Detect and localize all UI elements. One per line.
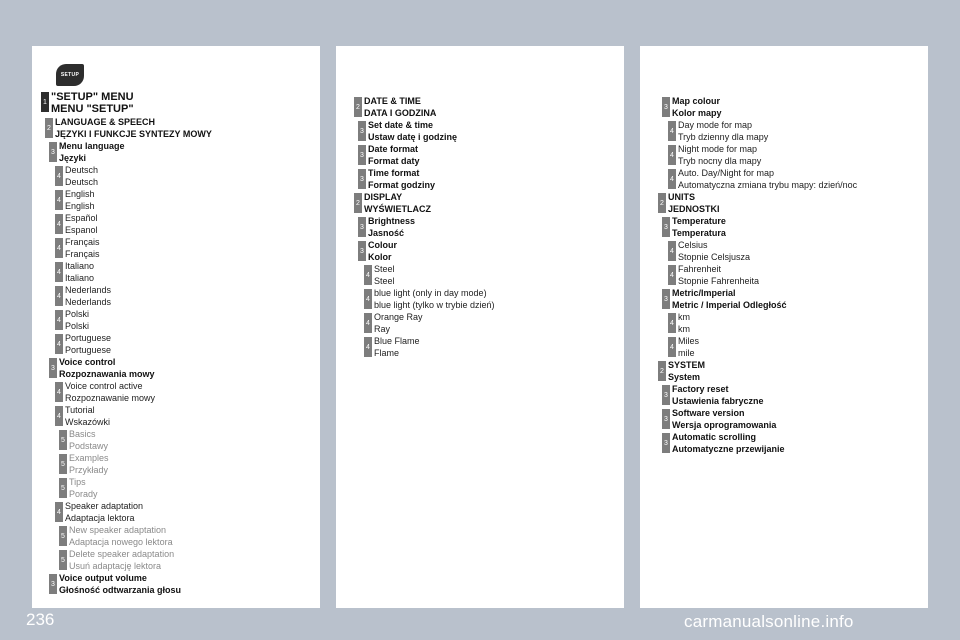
entry-label-polish: English — [65, 200, 95, 211]
entry-label-english: Speaker adaptation — [65, 501, 144, 511]
entry-label-english: Metric/Imperial — [672, 288, 736, 298]
entry-label — [51, 91, 134, 115]
entry-label-polish: Adaptacja lektora — [65, 512, 135, 523]
level-badge: 4 — [364, 289, 372, 309]
entry-label-english: DISPLAY — [364, 192, 403, 202]
entry-label — [69, 429, 108, 452]
level-badge: 3 — [662, 433, 670, 453]
entry-label-polish: Kolor mapy — [672, 107, 722, 118]
entry-label-polish: Temperatura — [672, 227, 726, 238]
level-badge: 3 — [662, 97, 670, 117]
entry-label-english: Time format — [368, 168, 420, 178]
entry-label-polish: Głośność odtwarzania głosu — [59, 584, 182, 595]
entry-label-polish: MENU "SETUP" — [51, 103, 134, 115]
entry-label-english: Night mode for map — [678, 144, 758, 154]
entry-label-polish: Tryb dzienny dla mapy — [678, 131, 769, 142]
entry-label — [69, 525, 173, 548]
entry-label-polish: Ray — [374, 323, 391, 334]
watermark: carmanualsonline.info — [684, 612, 854, 631]
level-badge: 4 — [55, 382, 63, 402]
level-badge: 4 — [55, 262, 63, 282]
entry-label — [65, 309, 89, 332]
entry-label — [65, 285, 111, 308]
entry-label-polish: Metric / Imperial Odległość — [672, 299, 787, 310]
level-badge: 4 — [55, 190, 63, 210]
level-badge: 2 — [354, 193, 362, 213]
entry-label-english: LANGUAGE & SPEECH — [55, 117, 156, 127]
level-badge: 3 — [358, 241, 366, 261]
entry-label-english: Voice control — [59, 357, 116, 367]
level-badge: 4 — [364, 337, 372, 357]
entry-label — [368, 216, 415, 239]
level-badge: 5 — [59, 478, 67, 498]
entry-label-english: Voice output volume — [59, 573, 147, 583]
entry-label-english: Examples — [69, 453, 109, 463]
entry-label-polish: Kolor — [368, 251, 392, 262]
entry-label-english: blue light (only in day mode) — [374, 288, 487, 298]
page-number: 236 — [26, 610, 55, 629]
entry-label-polish: Ustawienia fabryczne — [672, 395, 764, 406]
entry-label-polish: Przykłady — [69, 464, 109, 475]
entry-label-english: New speaker adaptation — [69, 525, 167, 535]
entry-label-english: Software version — [672, 408, 745, 418]
entry-label-english: Menu language — [59, 141, 125, 151]
entry-label-polish: Polski — [65, 320, 90, 331]
entry-label-polish: Stopnie Celsjusza — [678, 251, 751, 262]
level-badge: 3 — [662, 289, 670, 309]
entry-label-polish: Wskazówki — [65, 416, 111, 427]
entry-label — [59, 357, 155, 380]
entry-label-polish: Tryb nocny dla mapy — [678, 155, 762, 166]
entry-label-polish: WYŚWIETLACZ — [364, 203, 431, 214]
level-badge: 2 — [354, 97, 362, 117]
entry-label — [65, 189, 95, 212]
entry-label-english: UNITS — [668, 192, 695, 202]
entry-label — [678, 336, 699, 359]
entry-label-polish: DATA I GODZINA — [364, 107, 437, 118]
entry-label — [65, 501, 143, 524]
level-badge: 4 — [364, 265, 372, 285]
level-badge: 5 — [59, 526, 67, 546]
entry-label — [69, 477, 98, 500]
entry-label-english: Brightness — [368, 216, 416, 226]
entry-label-english: Auto. Day/Night for map — [678, 168, 775, 178]
entry-label-polish: Format daty — [368, 155, 420, 166]
entry-label-english: Fahrenheit — [678, 264, 722, 274]
entry-label-english: Blue Flame — [374, 336, 420, 346]
level-badge: 3 — [358, 217, 366, 237]
entry-label — [678, 168, 857, 191]
level-badge: 3 — [49, 574, 57, 594]
level-badge: 5 — [59, 550, 67, 570]
entry-label — [672, 288, 787, 311]
entry-label-polish: JEDNOSTKI — [668, 203, 720, 214]
level-badge: 4 — [55, 502, 63, 522]
entry-label-polish: Automatyczna zmiana trybu mapy: dzień/noc — [678, 179, 858, 190]
entry-label-english: English — [65, 189, 95, 199]
entry-label — [65, 165, 98, 188]
entry-label-polish: Rozpoznawanie mowy — [65, 392, 156, 403]
entry-label — [374, 288, 495, 311]
level-badge: 3 — [358, 169, 366, 189]
entry-label-english: SYSTEM — [668, 360, 706, 370]
entry-label-polish: Adaptacja nowego lektora — [69, 536, 173, 547]
entry-label — [374, 336, 420, 359]
entry-label-polish: Usuń adaptację lektora — [69, 560, 162, 571]
level-badge: 4 — [668, 241, 676, 261]
level-badge: 4 — [668, 265, 676, 285]
entry-label — [59, 573, 181, 596]
entry-label-english: Tips — [69, 477, 86, 487]
entry-label-polish: Espanol — [65, 224, 98, 235]
entry-label-english: km — [678, 312, 690, 322]
entry-label-polish: Automatyczne przewijanie — [672, 443, 785, 454]
entry-label-polish: Portuguese — [65, 344, 112, 355]
entry-label-english: Nederlands — [65, 285, 112, 295]
entry-label — [59, 141, 125, 164]
entry-label-english: Voice control active — [65, 381, 143, 391]
entry-label-english: Delete speaker adaptation — [69, 549, 175, 559]
entry-label — [364, 192, 431, 215]
entry-label-polish: km — [678, 323, 690, 334]
entry-label-polish: Steel — [374, 275, 395, 286]
entry-label-english: Orange Ray — [374, 312, 423, 322]
entry-label — [678, 264, 759, 287]
entry-label-polish: Français — [65, 248, 100, 259]
level-badge: 2 — [658, 361, 666, 381]
level-badge: 4 — [668, 337, 676, 357]
entry-label — [65, 213, 98, 236]
entry-label — [672, 408, 776, 431]
level-badge: 4 — [668, 313, 676, 333]
entry-label-english: Map colour — [672, 96, 721, 106]
level-badge: 4 — [668, 145, 676, 165]
entry-label-polish: Podstawy — [69, 440, 109, 451]
level-badge: 4 — [55, 286, 63, 306]
level-badge: 4 — [55, 214, 63, 234]
entry-label — [55, 117, 212, 140]
level-badge: 4 — [364, 313, 372, 333]
entry-label-polish: Nederlands — [65, 296, 112, 307]
entry-label-english: DATE & TIME — [364, 96, 421, 106]
entry-label-polish: System — [668, 371, 701, 382]
level-badge: 5 — [59, 454, 67, 474]
entry-label — [678, 144, 761, 167]
entry-label — [672, 384, 764, 407]
level-badge: 4 — [668, 121, 676, 141]
entry-label — [69, 549, 174, 572]
setup-button-icon: SETUP — [56, 64, 84, 86]
entry-label-polish: Stopnie Fahrenheita — [678, 275, 760, 286]
entry-label-polish: Flame — [374, 347, 400, 358]
level-badge: 4 — [668, 169, 676, 189]
entry-label-english: Steel — [374, 264, 395, 274]
level-badge: 3 — [662, 217, 670, 237]
entry-label — [69, 453, 109, 476]
entry-label — [668, 360, 705, 383]
entry-label-english: Colour — [368, 240, 397, 250]
entry-label-english: Español — [65, 213, 98, 223]
entry-label-english: Automatic scrolling — [672, 432, 757, 442]
entry-label-english: Deutsch — [65, 165, 99, 175]
entry-label-english: Tutorial — [65, 405, 95, 415]
entry-label-english: Temperature — [672, 216, 726, 226]
entry-label-english: Date format — [368, 144, 419, 154]
entry-label-polish: JĘZYKI I FUNKCJE SYNTEZY MOWY — [55, 128, 212, 139]
entry-label-english: Factory reset — [672, 384, 729, 394]
level-badge: 4 — [55, 310, 63, 330]
entry-label-polish: Jasność — [368, 227, 405, 238]
level-badge: 4 — [55, 406, 63, 426]
entry-label — [65, 405, 110, 428]
entry-label — [678, 312, 690, 335]
level-badge: 2 — [45, 118, 53, 138]
entry-label — [672, 432, 785, 455]
entry-label — [668, 192, 720, 215]
level-badge: 4 — [55, 238, 63, 258]
entry-label-english: Polski — [65, 309, 90, 319]
entry-label-polish: Format godziny — [368, 179, 435, 190]
entry-label — [65, 237, 100, 260]
entry-label — [368, 144, 420, 167]
entry-label-polish: blue light (tylko w trybie dzień) — [374, 299, 495, 310]
entry-label — [368, 120, 457, 143]
entry-label-english: "SETUP" MENU — [51, 91, 134, 103]
level-badge: 3 — [49, 142, 57, 162]
entry-label — [672, 216, 726, 239]
level-badge: 3 — [49, 358, 57, 378]
level-badge: 3 — [662, 409, 670, 429]
entry-label-english: Set date & time — [368, 120, 434, 130]
level-badge: 4 — [55, 166, 63, 186]
entry-label — [65, 261, 94, 284]
level-badge: 5 — [59, 430, 67, 450]
entry-label-polish: Italiano — [65, 272, 95, 283]
entry-label-english: Basics — [69, 429, 96, 439]
entry-label-english: Portuguese — [65, 333, 112, 343]
entry-label-english: Miles — [678, 336, 700, 346]
level-badge: 3 — [358, 121, 366, 141]
level-badge: 1 — [41, 92, 49, 112]
level-badge: 3 — [358, 145, 366, 165]
entry-label — [368, 240, 397, 263]
entry-label-english: Italiano — [65, 261, 95, 271]
entry-label-polish: Deutsch — [65, 176, 99, 187]
level-badge: 4 — [55, 334, 63, 354]
entry-label-polish: Porady — [69, 488, 98, 499]
entry-label — [65, 333, 111, 356]
entry-label — [672, 96, 722, 119]
entry-label-english: Day mode for map — [678, 120, 753, 130]
entry-label-polish: mile — [678, 347, 695, 358]
entry-label — [364, 96, 436, 119]
entry-label — [65, 381, 155, 404]
entry-label — [374, 312, 423, 335]
level-badge: 3 — [662, 385, 670, 405]
entry-label-english: Celsius — [678, 240, 708, 250]
entry-label — [678, 240, 750, 263]
entry-label — [678, 120, 768, 143]
entry-label-polish: Rozpoznawania mowy — [59, 368, 155, 379]
entry-label-english: Français — [65, 237, 100, 247]
entry-label-polish: Wersja oprogramowania — [672, 419, 777, 430]
level-badge: 2 — [658, 193, 666, 213]
entry-label-polish: Języki — [59, 152, 87, 163]
entry-label — [374, 264, 395, 287]
entry-label-polish: Ustaw datę i godzinę — [368, 131, 458, 142]
entry-label — [368, 168, 435, 191]
